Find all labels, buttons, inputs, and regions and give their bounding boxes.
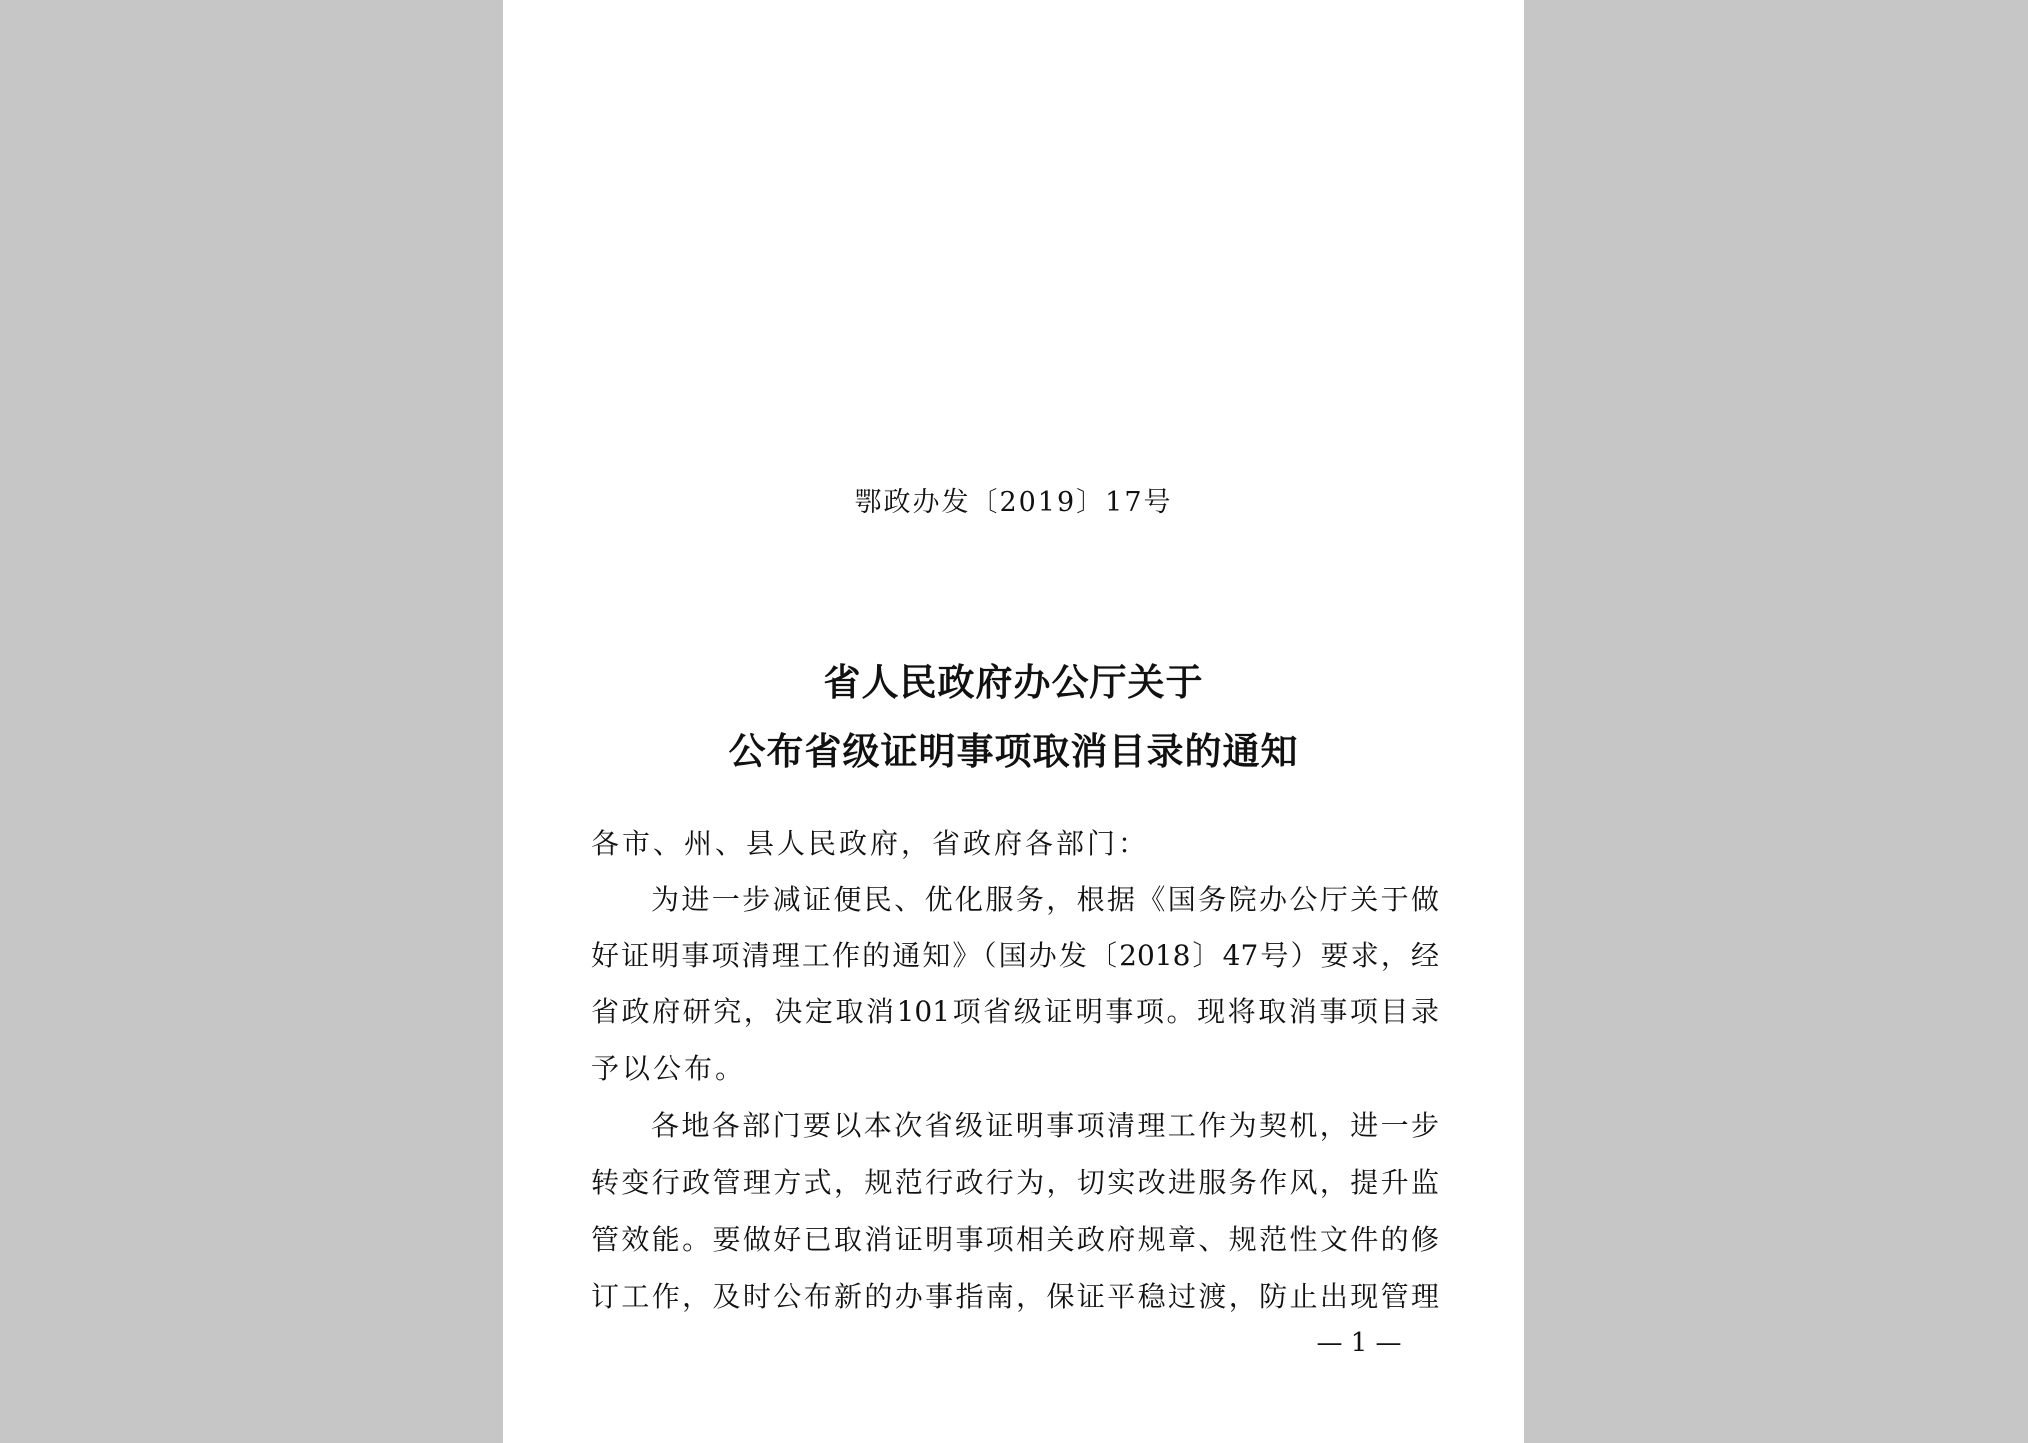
paragraph-2-line-4: 订工作，及时公布新的办事指南，保证平稳过渡，防止出现管理 bbox=[591, 1280, 1439, 1313]
paragraph-1-line-4: 予以公布。 bbox=[591, 1052, 747, 1085]
document-number: 鄂政办发〔2019〕17号 bbox=[854, 487, 1173, 518]
paragraph-2-line-1: 各地各部门要以本次省级证明事项清理工作为契机，进一步 bbox=[651, 1109, 1439, 1142]
paragraph-2-line-2: 转变行政管理方式，规范行政行为，切实改进服务作风，提升监 bbox=[591, 1166, 1439, 1199]
document-title-line-2: 公布省级证明事项取消目录的通知 bbox=[728, 730, 1299, 773]
page-number: — 1 — bbox=[1316, 1328, 1402, 1358]
salutation: 各市、州、县人民政府，省政府各部门： bbox=[591, 827, 1150, 860]
paragraph-1-line-2: 好证明事项清理工作的通知》（国办发〔2018〕47号）要求，经 bbox=[591, 939, 1439, 972]
paragraph-1-line-1: 为进一步减证便民、优化服务，根据《国务院办公厅关于做 bbox=[651, 883, 1439, 916]
paragraph-1-line-3: 省政府研究，决定取消101项省级证明事项。现将取消事项目录 bbox=[591, 995, 1439, 1028]
paragraph-2-line-3: 管效能。要做好已取消证明事项相关政府规章、规范性文件的修 bbox=[591, 1223, 1439, 1256]
document-title-line-1: 省人民政府办公厅关于 bbox=[823, 661, 1204, 704]
document-page bbox=[503, 0, 1524, 1443]
